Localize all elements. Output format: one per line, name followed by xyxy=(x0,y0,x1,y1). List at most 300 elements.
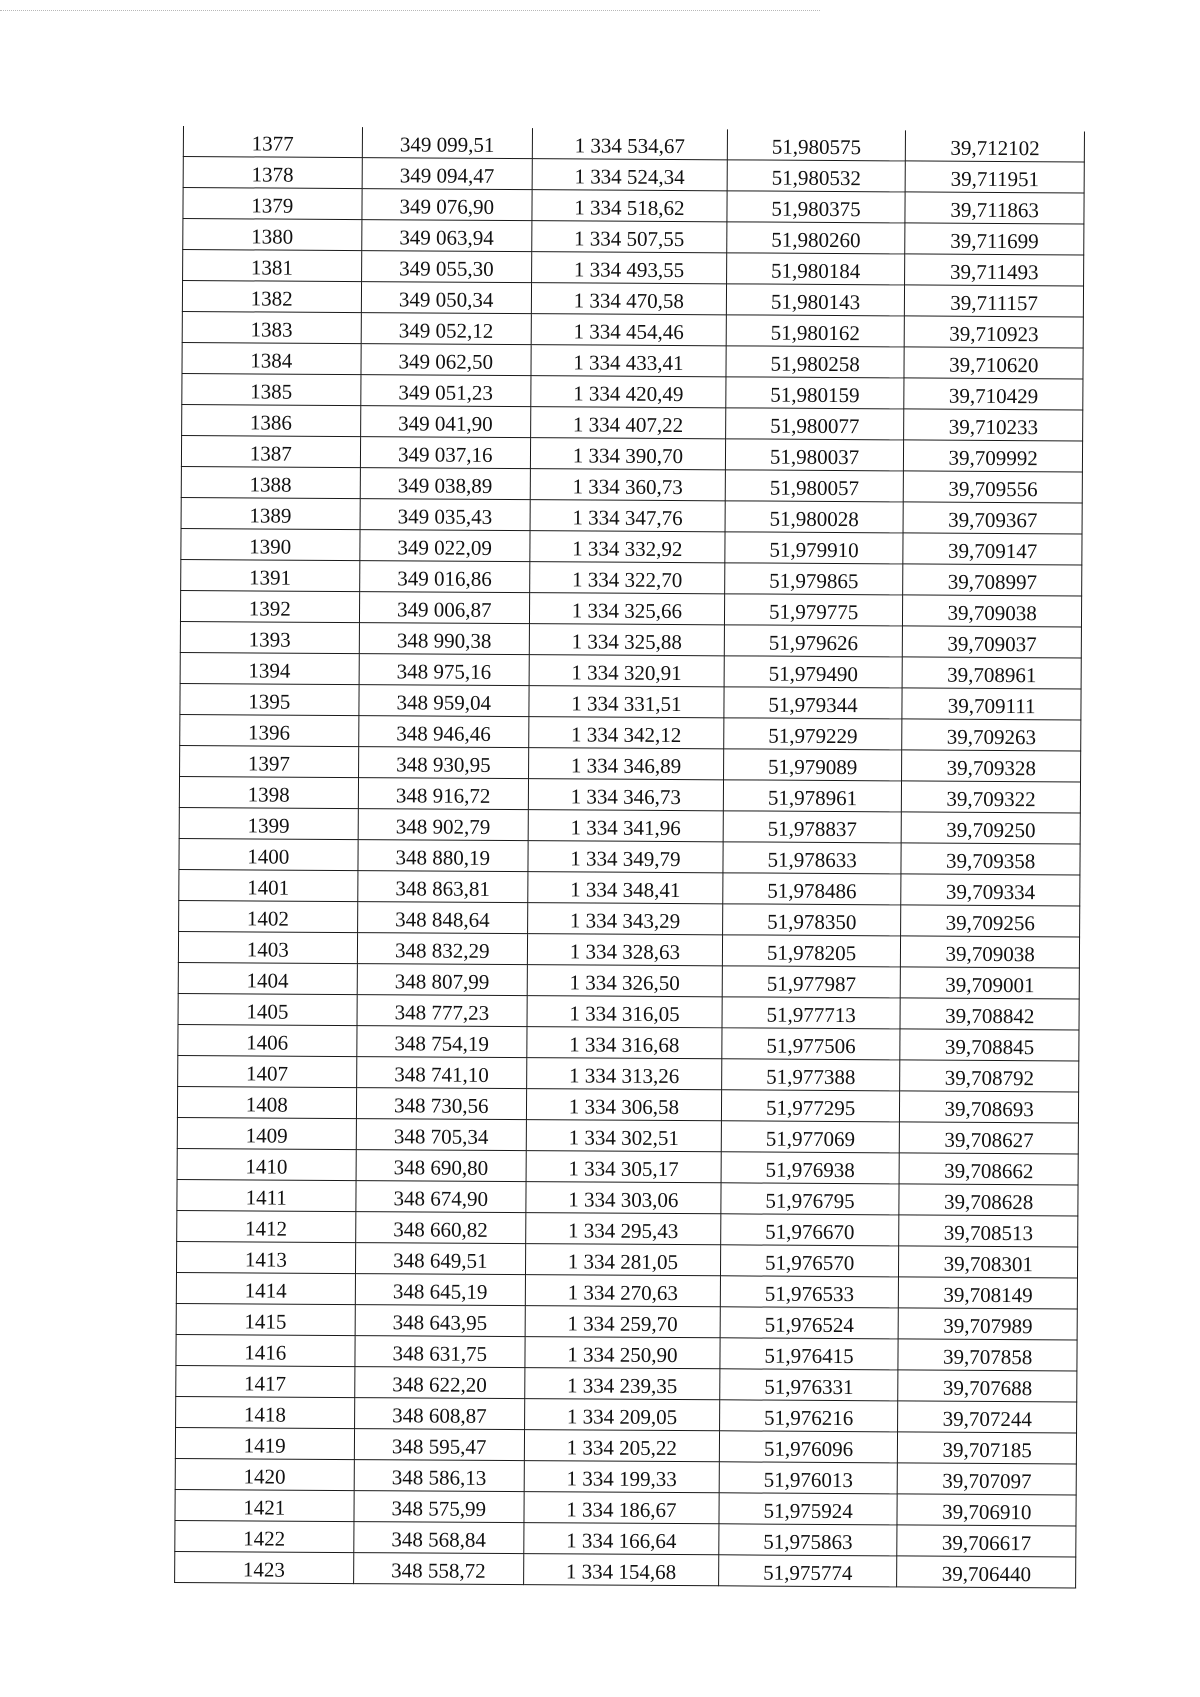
longitude-cell xyxy=(900,1029,1079,1061)
latitude-cell xyxy=(719,1493,898,1525)
longitude-cell xyxy=(903,502,1082,534)
x-coordinate-cell xyxy=(356,1088,527,1120)
point-number-cell xyxy=(178,962,357,994)
cell-text: 39,709367 xyxy=(948,507,1038,533)
point-number-cell xyxy=(177,1179,356,1211)
cell-text: 348 575,99 xyxy=(391,1496,487,1521)
cell-text: 51,980143 xyxy=(770,289,861,315)
cell-text: 1405 xyxy=(246,999,289,1024)
cell-text: 349 099,51 xyxy=(399,132,495,157)
cell-text: 51,977295 xyxy=(765,1095,856,1121)
cell-text: 1 334 186,67 xyxy=(566,1497,677,1523)
latitude-cell xyxy=(724,563,903,595)
cell-text: 1 334 360,73 xyxy=(572,474,683,500)
cell-text: 39,711951 xyxy=(950,166,1040,192)
point-number-cell xyxy=(179,776,358,808)
point-number-cell xyxy=(183,126,362,158)
cell-text: 51,976415 xyxy=(764,1343,854,1369)
cell-text: 1422 xyxy=(243,1526,286,1551)
cell-text: 51,979775 xyxy=(768,599,859,625)
cell-text: 39,708997 xyxy=(947,569,1038,595)
cell-text: 1408 xyxy=(245,1092,288,1117)
point-number-cell xyxy=(180,745,359,777)
y-coordinate-cell xyxy=(525,1306,720,1338)
latitude-cell xyxy=(723,842,902,874)
cell-text: 51,976670 xyxy=(765,1219,855,1245)
cell-text: 51,979490 xyxy=(768,661,858,687)
cell-text: 39,708627 xyxy=(944,1127,1034,1153)
point-number-cell xyxy=(176,1396,355,1428)
point-number-cell xyxy=(175,1427,354,1459)
cell-text: 1378 xyxy=(251,162,294,187)
point-number-cell xyxy=(183,219,362,251)
point-number-cell xyxy=(177,1148,356,1180)
cell-text: 39,706617 xyxy=(941,1530,1032,1556)
y-coordinate-cell xyxy=(531,407,726,439)
point-number-cell xyxy=(178,993,357,1025)
longitude-cell xyxy=(905,285,1084,317)
x-coordinate-cell xyxy=(354,1460,525,1492)
longitude-cell xyxy=(903,626,1082,658)
cell-text: 51,979626 xyxy=(768,630,859,656)
cell-text: 1417 xyxy=(244,1371,287,1396)
longitude-cell xyxy=(904,440,1083,472)
cell-text: 348 777,23 xyxy=(394,1000,490,1025)
cell-text: 39,707185 xyxy=(942,1437,1032,1463)
x-coordinate-cell xyxy=(358,778,529,810)
cell-text: 51,975924 xyxy=(763,1498,853,1524)
x-coordinate-cell xyxy=(357,933,528,965)
latitude-cell xyxy=(725,408,904,440)
y-coordinate-cell xyxy=(526,1213,721,1245)
point-number-cell xyxy=(176,1241,355,1273)
cell-text: 1385 xyxy=(250,379,293,404)
y-coordinate-cell xyxy=(526,1120,721,1152)
y-coordinate-cell xyxy=(524,1523,719,1555)
point-number-cell xyxy=(179,869,358,901)
cell-text: 348 946,46 xyxy=(396,721,491,746)
point-number-cell xyxy=(176,1334,355,1366)
cell-text: 1403 xyxy=(246,937,289,962)
y-coordinate-cell xyxy=(528,779,723,811)
x-coordinate-cell xyxy=(355,1274,526,1306)
x-coordinate-cell xyxy=(359,623,530,655)
cell-text: 1409 xyxy=(245,1123,288,1148)
cell-text: 39,707097 xyxy=(942,1468,1032,1494)
cell-text: 1 334 534,67 xyxy=(574,133,685,159)
y-coordinate-cell xyxy=(527,1027,722,1059)
x-coordinate-cell xyxy=(358,747,529,779)
cell-text: 51,980258 xyxy=(770,351,860,377)
cell-text: 1415 xyxy=(244,1309,287,1334)
longitude-cell xyxy=(900,1122,1079,1154)
latitude-cell xyxy=(727,222,906,254)
point-number-cell xyxy=(179,807,358,839)
cell-text: 1414 xyxy=(244,1278,287,1303)
cell-text: 348 902,79 xyxy=(395,814,491,839)
x-coordinate-cell xyxy=(356,1150,527,1182)
longitude-cell xyxy=(900,998,1079,1030)
cell-text: 1 334 454,46 xyxy=(573,319,684,345)
cell-text: 1406 xyxy=(246,1030,289,1055)
longitude-cell xyxy=(897,1494,1076,1526)
cell-text: 1386 xyxy=(249,410,293,435)
x-coordinate-cell xyxy=(361,220,532,252)
x-coordinate-cell xyxy=(354,1398,525,1430)
point-number-cell xyxy=(181,497,360,529)
cell-text: 39,709001 xyxy=(945,972,1035,998)
point-number-cell xyxy=(180,590,359,622)
y-coordinate-cell xyxy=(526,1244,721,1276)
point-number-cell xyxy=(175,1489,354,1521)
y-coordinate-cell xyxy=(525,1275,720,1307)
cell-text: 348 807,99 xyxy=(394,969,490,994)
cell-text: 1387 xyxy=(249,441,292,466)
y-coordinate-cell xyxy=(531,283,726,315)
y-coordinate-cell xyxy=(532,190,727,222)
cell-text: 1 334 209,05 xyxy=(566,1404,678,1430)
longitude-cell xyxy=(905,254,1084,286)
cell-text: 349 052,12 xyxy=(398,318,494,343)
longitude-cell xyxy=(906,130,1085,162)
cell-text: 1 334 328,63 xyxy=(569,939,681,965)
cell-text: 39,711493 xyxy=(949,259,1039,285)
cell-text: 349 038,89 xyxy=(397,473,493,498)
cell-text: 39,707989 xyxy=(943,1313,1033,1339)
latitude-cell xyxy=(720,1214,899,1246)
cell-text: 39,709328 xyxy=(946,755,1036,781)
x-coordinate-cell xyxy=(358,809,529,841)
cell-text: 39,708961 xyxy=(947,662,1037,688)
x-coordinate-cell xyxy=(357,871,528,903)
cell-text: 39,708149 xyxy=(943,1282,1033,1308)
cell-text: 39,709556 xyxy=(948,476,1038,502)
latitude-cell xyxy=(725,439,904,471)
y-coordinate-cell xyxy=(526,1182,721,1214)
point-number-cell xyxy=(183,157,362,189)
point-number-cell xyxy=(178,931,357,963)
longitude-cell xyxy=(898,1339,1077,1371)
latitude-cell xyxy=(726,284,905,316)
cell-text: 39,708301 xyxy=(943,1251,1033,1277)
cell-text: 1 334 303,06 xyxy=(568,1187,679,1213)
cell-text: 1 334 524,34 xyxy=(574,164,685,190)
cell-text: 51,980532 xyxy=(771,165,861,191)
cell-text: 39,709038 xyxy=(945,941,1035,967)
x-coordinate-cell xyxy=(355,1305,526,1337)
cell-text: 1396 xyxy=(248,720,291,745)
cell-text: 348 660,82 xyxy=(393,1217,488,1242)
latitude-cell xyxy=(726,253,905,285)
cell-text: 51,978205 xyxy=(766,940,857,966)
cell-text: 1 334 259,70 xyxy=(567,1311,678,1337)
cell-text: 1388 xyxy=(249,472,292,497)
point-number-cell xyxy=(175,1520,354,1552)
x-coordinate-cell xyxy=(355,1212,526,1244)
cell-text: 39,709256 xyxy=(945,910,1036,936)
cell-text: 1379 xyxy=(251,193,294,218)
cell-text: 51,980375 xyxy=(771,196,861,222)
cell-text: 1413 xyxy=(244,1247,287,1272)
cell-text: 1 334 346,89 xyxy=(570,753,682,779)
x-coordinate-cell xyxy=(357,964,528,996)
cell-text: 39,707858 xyxy=(942,1344,1033,1370)
cell-text: 349 051,23 xyxy=(398,380,493,405)
y-coordinate-cell xyxy=(532,159,727,191)
cell-text: 1 334 342,12 xyxy=(570,722,682,748)
latitude-cell xyxy=(720,1338,899,1370)
latitude-cell xyxy=(726,377,905,409)
cell-text: 39,711699 xyxy=(950,228,1039,254)
cell-text: 348 730,56 xyxy=(393,1093,489,1118)
point-number-cell xyxy=(182,404,361,436)
cell-text: 39,711157 xyxy=(950,290,1039,316)
x-coordinate-cell xyxy=(353,1553,524,1585)
cell-text: 349 094,47 xyxy=(399,163,495,188)
latitude-cell xyxy=(723,811,902,843)
longitude-cell xyxy=(902,812,1081,844)
cell-text: 1 334 326,50 xyxy=(569,970,680,996)
cell-text: 51,978350 xyxy=(767,909,857,935)
cell-text: 348 975,16 xyxy=(396,659,492,684)
latitude-cell xyxy=(727,191,906,223)
y-coordinate-cell xyxy=(527,996,722,1028)
cell-text: 1 334 322,70 xyxy=(571,567,683,593)
x-coordinate-cell xyxy=(355,1243,526,1275)
cell-text: 51,975774 xyxy=(763,1560,853,1586)
point-number-cell xyxy=(176,1365,355,1397)
x-coordinate-cell xyxy=(360,468,531,500)
y-coordinate-cell xyxy=(525,1337,720,1369)
cell-text: 349 055,30 xyxy=(399,256,494,281)
y-coordinate-cell xyxy=(528,810,723,842)
scan-top-edge xyxy=(0,10,820,11)
cell-text: 348 705,34 xyxy=(393,1124,489,1149)
cell-text: 1389 xyxy=(249,503,292,528)
cell-text: 1 334 348,41 xyxy=(570,877,681,903)
y-coordinate-cell xyxy=(527,1058,722,1090)
latitude-cell xyxy=(724,594,903,626)
longitude-cell xyxy=(902,657,1081,689)
cell-text: 51,979089 xyxy=(767,754,858,780)
x-coordinate-cell xyxy=(360,406,531,438)
cell-text: 348 558,72 xyxy=(391,1558,486,1583)
cell-text: 39,706440 xyxy=(941,1561,1032,1587)
longitude-cell xyxy=(901,967,1080,999)
x-coordinate-cell xyxy=(356,1057,527,1089)
point-number-cell xyxy=(178,1055,357,1087)
latitude-cell xyxy=(727,160,906,192)
cell-text: 39,709358 xyxy=(946,848,1036,874)
latitude-cell xyxy=(721,1152,900,1184)
cell-text: 51,976795 xyxy=(765,1188,855,1214)
cell-text: 39,708693 xyxy=(944,1096,1034,1122)
coordinates-table xyxy=(174,126,1085,1588)
cell-text: 1 334 154,68 xyxy=(565,1559,677,1585)
cell-text: 39,710923 xyxy=(949,321,1039,347)
longitude-cell xyxy=(901,874,1080,906)
y-coordinate-cell xyxy=(529,593,724,625)
x-coordinate-cell xyxy=(362,158,533,190)
cell-text: 51,980028 xyxy=(769,506,859,532)
latitude-cell xyxy=(719,1400,898,1432)
cell-text: 39,709263 xyxy=(946,724,1037,750)
longitude-cell xyxy=(899,1153,1078,1185)
cell-text: 348 568,84 xyxy=(391,1527,486,1552)
cell-text: 51,980184 xyxy=(771,258,861,284)
cell-text: 1 334 305,17 xyxy=(568,1156,679,1182)
latitude-cell xyxy=(720,1276,899,1308)
cell-text: 51,978961 xyxy=(767,785,858,811)
cell-text: 1 334 390,70 xyxy=(572,443,684,469)
x-coordinate-cell xyxy=(358,685,529,717)
cell-text: 349 006,87 xyxy=(397,597,492,622)
cell-text: 348 674,90 xyxy=(393,1186,489,1211)
point-number-cell xyxy=(182,373,361,405)
cell-text: 1398 xyxy=(247,782,290,807)
longitude-cell xyxy=(897,1525,1076,1557)
cell-text: 348 916,72 xyxy=(395,783,491,808)
point-number-cell xyxy=(181,528,360,560)
y-coordinate-cell xyxy=(530,438,725,470)
cell-text: 1400 xyxy=(247,844,290,869)
cell-text: 348 631,75 xyxy=(392,1341,488,1366)
latitude-cell xyxy=(719,1462,898,1494)
cell-text: 51,978837 xyxy=(767,816,858,842)
x-coordinate-cell xyxy=(358,840,529,872)
longitude-cell xyxy=(902,750,1081,782)
cell-text: 51,980159 xyxy=(770,382,860,408)
longitude-cell xyxy=(901,936,1080,968)
cell-text: 39,710620 xyxy=(949,352,1039,378)
longitude-cell xyxy=(901,905,1080,937)
longitude-cell xyxy=(904,471,1083,503)
y-coordinate-cell xyxy=(528,903,723,935)
cell-text: 39,709250 xyxy=(946,817,1036,843)
point-number-cell xyxy=(182,311,361,343)
point-number-cell xyxy=(182,281,361,313)
latitude-cell xyxy=(727,129,906,161)
cell-text: 51,975863 xyxy=(763,1529,853,1555)
longitude-cell xyxy=(899,1246,1078,1278)
longitude-cell xyxy=(898,1432,1077,1464)
cell-text: 1393 xyxy=(248,627,291,652)
cell-text: 1 334 331,51 xyxy=(571,691,682,717)
longitude-cell xyxy=(903,595,1082,627)
cell-text: 51,979910 xyxy=(769,537,859,563)
x-coordinate-cell xyxy=(361,313,532,345)
cell-text: 1411 xyxy=(245,1185,287,1210)
cell-text: 1423 xyxy=(242,1557,286,1582)
latitude-cell xyxy=(723,749,902,781)
y-coordinate-cell xyxy=(528,872,723,904)
cell-text: 51,980162 xyxy=(770,320,861,346)
cell-text: 51,977069 xyxy=(765,1126,856,1152)
x-coordinate-cell xyxy=(360,499,531,531)
cell-text: 51,977713 xyxy=(766,1002,856,1028)
latitude-cell xyxy=(718,1555,897,1587)
point-number-cell xyxy=(175,1458,354,1490)
cell-text: 1412 xyxy=(244,1216,288,1241)
y-coordinate-cell xyxy=(529,748,724,780)
x-coordinate-cell xyxy=(354,1367,525,1399)
cell-text: 1 334 199,33 xyxy=(566,1466,677,1492)
point-number-cell xyxy=(177,1117,356,1149)
point-number-cell xyxy=(180,714,359,746)
longitude-cell xyxy=(898,1308,1077,1340)
y-coordinate-cell xyxy=(529,717,724,749)
y-coordinate-cell xyxy=(524,1492,719,1524)
latitude-cell xyxy=(721,1183,900,1215)
cell-text: 1 334 295,43 xyxy=(567,1218,679,1244)
cell-text: 39,710429 xyxy=(948,383,1039,409)
longitude-cell xyxy=(902,781,1081,813)
cell-text: 39,708845 xyxy=(944,1034,1035,1060)
y-coordinate-cell xyxy=(526,1089,721,1121)
point-number-cell xyxy=(182,342,361,374)
latitude-cell xyxy=(725,501,904,533)
cell-text: 1 334 346,73 xyxy=(570,784,682,810)
cell-text: 348 645,19 xyxy=(392,1279,488,1304)
point-number-cell xyxy=(176,1303,355,1335)
point-number-cell xyxy=(175,1551,354,1583)
x-coordinate-cell xyxy=(355,1181,526,1213)
cell-text: 1 334 420,49 xyxy=(573,381,684,407)
latitude-cell xyxy=(719,1524,898,1556)
x-coordinate-cell xyxy=(361,189,532,221)
y-coordinate-cell xyxy=(530,500,725,532)
latitude-cell xyxy=(724,656,903,688)
latitude-cell xyxy=(725,470,904,502)
y-coordinate-cell xyxy=(525,1399,720,1431)
latitude-cell xyxy=(721,1090,900,1122)
latitude-cell xyxy=(722,904,901,936)
y-coordinate-cell xyxy=(532,128,727,160)
y-coordinate-cell xyxy=(524,1461,719,1493)
cell-text: 348 586,13 xyxy=(391,1465,487,1490)
cell-text: 1 334 507,55 xyxy=(574,226,685,252)
point-number-cell xyxy=(177,1086,356,1118)
cell-text: 1 334 341,96 xyxy=(570,815,681,841)
x-coordinate-cell xyxy=(354,1429,525,1461)
cell-text: 1 334 250,90 xyxy=(567,1342,678,1368)
cell-text: 39,707688 xyxy=(942,1375,1033,1401)
latitude-cell xyxy=(724,718,903,750)
latitude-cell xyxy=(722,966,901,998)
coordinates-table-body xyxy=(175,126,1085,1588)
cell-text: 39,709322 xyxy=(946,786,1036,812)
point-number-cell xyxy=(177,1210,356,1242)
longitude-cell xyxy=(903,533,1082,565)
cell-text: 51,980260 xyxy=(771,227,861,253)
cell-text: 348 608,87 xyxy=(392,1403,487,1428)
cell-text: 349 062,50 xyxy=(398,349,494,374)
cell-text: 51,979344 xyxy=(768,692,858,718)
cell-text: 1 334 306,58 xyxy=(568,1094,680,1120)
cell-text: 349 037,16 xyxy=(397,442,493,467)
cell-text: 51,976570 xyxy=(764,1250,855,1276)
longitude-cell xyxy=(899,1184,1078,1216)
y-coordinate-cell xyxy=(529,655,724,687)
y-coordinate-cell xyxy=(531,345,726,377)
longitude-cell xyxy=(905,161,1084,193)
cell-text: 348 690,80 xyxy=(393,1155,489,1180)
cell-text: 1 334 316,05 xyxy=(569,1001,680,1027)
cell-text: 51,977987 xyxy=(766,971,857,997)
latitude-cell xyxy=(725,532,904,564)
cell-text: 349 035,43 xyxy=(397,504,493,529)
point-number-cell xyxy=(183,188,362,220)
